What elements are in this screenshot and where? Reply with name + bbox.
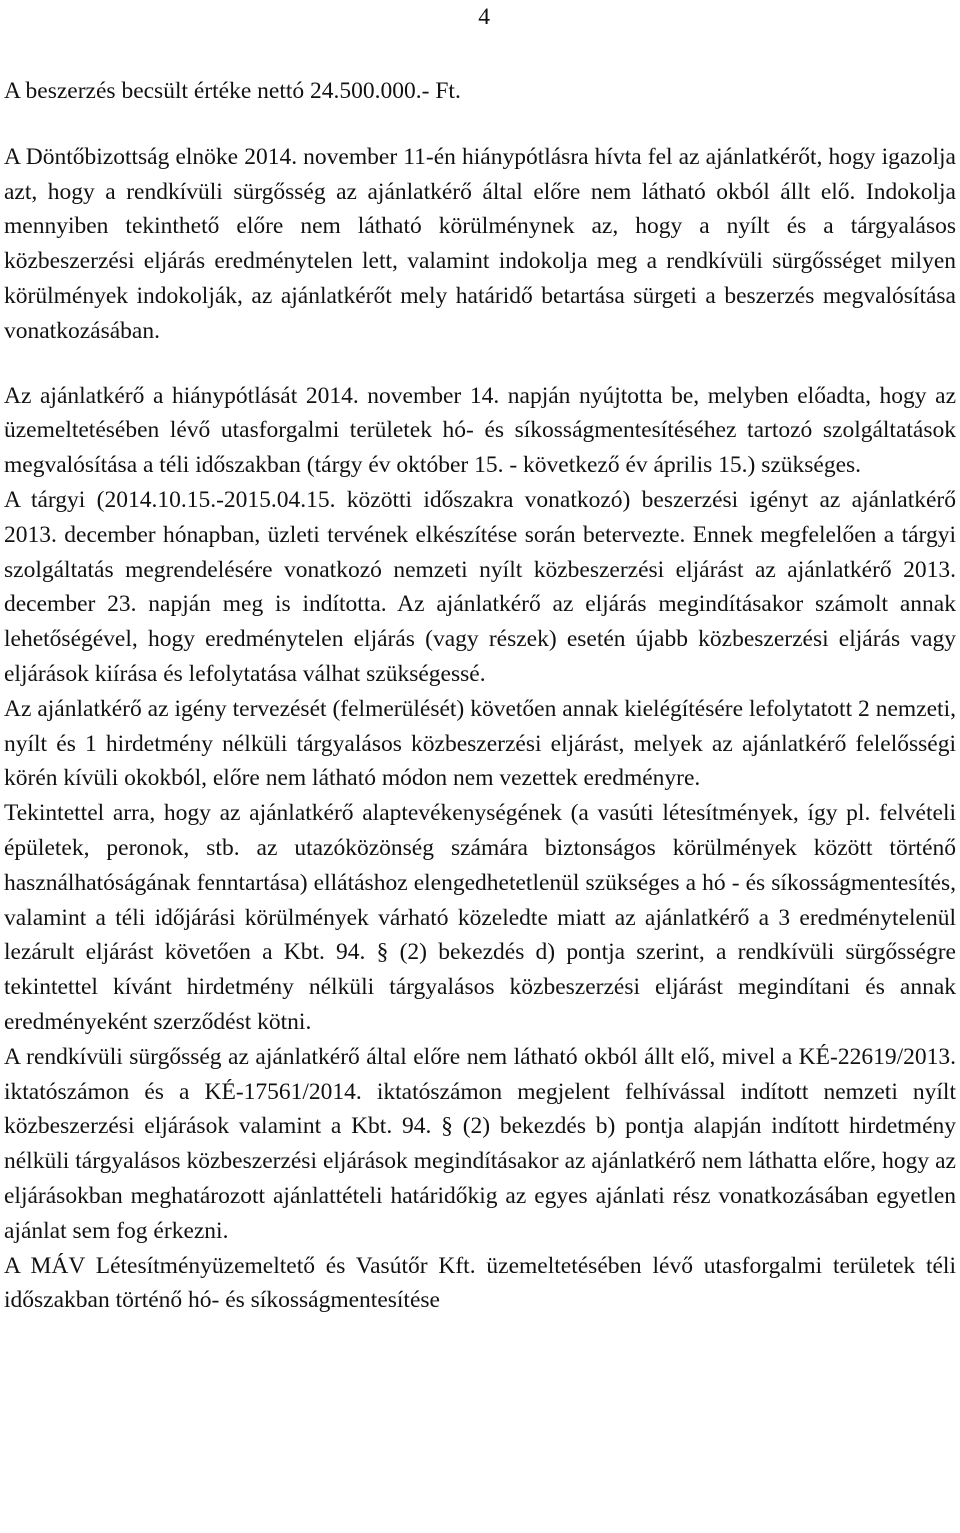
paragraph-procurement-planning: A tárgyi (2014.10.15.-2015.04.15. közötti időszakra vonatkozó) beszerzési igényt az ajánlatkérő 2013. december hónapban, üzleti tervének elkészítése során betervezte. Ennek megfelelően a tárgyi szolgáltatás megrendelésére vonatkozó nemzeti nyílt közbeszerzési eljárást az ajánlatkérő 2013. december 23. napján meg is indította. Az ajánlatkérő az eljárás megindításakor számolt annak lehetőségével, hogy eredménytelen eljárás (vagy részek) esetén újabb közbeszerzési eljárás vagy eljárások kiírása és lefolytatása válhat szükségessé. xyxy=(4,486,956,687)
paragraph-estimated-value: A beszerzés becsült értéke nettó 24.500.000.- Ft. xyxy=(4,78,461,104)
paragraph-deficiency-response: Az ajánlatkérő a hiánypótlását 2014. november 14. napján nyújtotta be, melyben előadta, hogy az üzemeltetésében lévő utasforgalmi területek hó- és síkosságmentesítéséhez tartozó szolgáltatások megvalósítása a téli időszakban (tárgy év október 15. - következő év április 15.) szükséges. xyxy=(4,382,956,479)
paragraph-unforeseeable-cause: A rendkívüli sürgősség az ajánlatkérő által előre nem látható okból állt elő, mivel a KÉ-22619/2013. iktatószámon és a KÉ-17561/2014. iktatószámon megjelent felhívással indított nemzeti nyílt közbeszerzési eljárások valamint a Kbt. 94. § (2) bekezdés b) pontja alapján indított hirdetmény nélküli tárgyalásos közbeszerzési eljárások megindításakor az ajánlatkérő nem láthatta előre, hogy az eljárásokban meghatározott ajánlattételi határidőkig az egyes ajánlati rész vonatkozásában egyetlen ajánlat sem fog érkezni. xyxy=(4,1043,956,1244)
paragraph-urgency-justification: Tekintettel arra, hogy az ajánlatkérő alaptevékenységének (a vasúti létesítmények, így pl. felvételi épületek, peronok, stb. az utazóközönség számára biztonságos körülmények között történő használhatóságának fenntartása) ellátáshoz elengedhetetlenül szükséges a hó - és síkosságmentesítés, valamint a téli időjárási körülmények várható közeledte miatt az ajánlatkérő a 3 eredménytelenül lezárult eljárást követően a Kbt. 94. § (2) bekezdés d) pontja szerint, a rendkívüli sürgősségre tekintettel kívánt hirdetmény nélküli tárgyalásos közbeszerzési eljárást megindítani és annak eredményeként szerződést kötni. xyxy=(4,800,956,1035)
page-number: 4 xyxy=(478,4,490,30)
paragraph-mav-operations: A MÁV Létesítményüzemeltető és Vasútőr Kft. üzemeltetésében lévő utasforgalmi területek téli időszakban történő hó- és síkosságmentesítése xyxy=(4,1252,956,1314)
paragraph-deficiency-request: A Döntőbizottság elnöke 2014. november 11-én hiánypótlásra hívta fel az ajánlatkérőt, hogy igazolja azt, hogy a rendkívüli sürgősség az ajánlatkérő által előre nem látható okból állt elő. Indokolja mennyiben tekinthető előre nem látható körülménynek az, hogy a nyílt és a tárgyalásos közbeszerzési eljárás eredménytelen lett, valamint indokolja meg a rendkívüli sürgősséget milyen körülmények indokolják, az ajánlatkérőt mely határidő betartása sürgeti a beszerzés megvalósítása vonatkozásában. xyxy=(4,143,956,344)
paragraph-unsuccessful-procedures: Az ajánlatkérő az igény tervezését (felmerülését) követően annak kielégítésére lefolytatott 2 nemzeti, nyílt és 1 hirdetmény nélküli tárgyalásos közbeszerzési eljárást, melyek az ajánlatkérő felelősségi körén kívüli okokból, előre nem látható módon nem vezettek eredményre. xyxy=(4,695,956,792)
document-body xyxy=(4,74,956,1318)
